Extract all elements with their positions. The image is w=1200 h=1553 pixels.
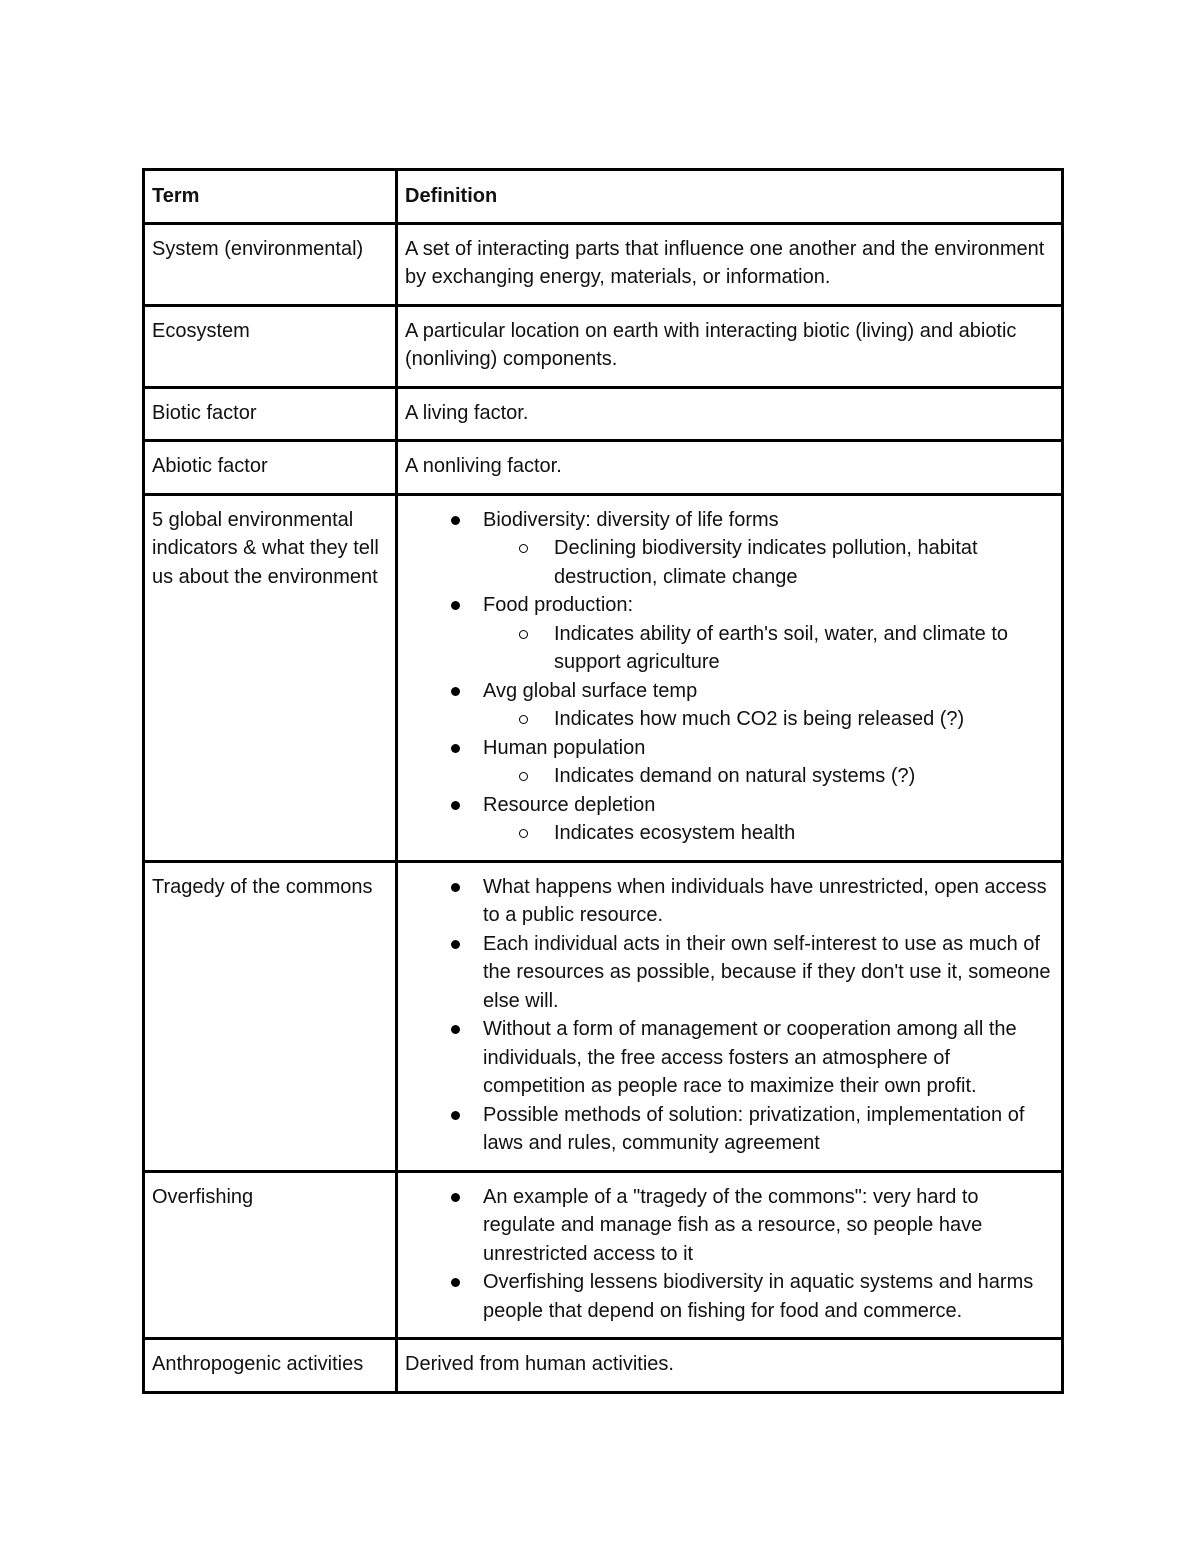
- glossary-table: [142, 168, 1064, 1394]
- sub-bullet-item: [554, 620, 1054, 677]
- bullet-list: [405, 873, 1054, 1158]
- sub-bullet-circle-icon: [519, 544, 528, 553]
- sub-bullet-item: [554, 819, 1054, 848]
- sub-bullet-list: [483, 705, 1054, 734]
- bullet-text: Food production:: [483, 594, 634, 616]
- bullet-text: Resource depletion: [483, 793, 656, 816]
- bullet-list: [405, 1183, 1054, 1326]
- term-text: Anthropogenic activities: [152, 1353, 364, 1375]
- bullet-text: Overfishing lessens biodiversity in aquatic systems and harms people that depend on fishing for food and commerce.: [483, 1271, 1034, 1322]
- definition-cell: [397, 223, 1063, 305]
- table-row: [144, 387, 1063, 441]
- definition-cell: [397, 441, 1063, 495]
- term-cell: [144, 1339, 397, 1393]
- term-cell: [144, 305, 397, 387]
- bullet-dot-icon: [451, 883, 460, 892]
- sub-bullet-circle-icon: [519, 772, 528, 781]
- term-cell: [144, 387, 397, 441]
- term-text: 5 global environmental indicators & what they tell us about the environment: [152, 508, 379, 588]
- table-header-row: [144, 170, 1063, 224]
- definition-cell: [397, 387, 1063, 441]
- bullet-dot-icon: [451, 744, 460, 753]
- table-row: [144, 1339, 1063, 1393]
- bullet-text: Biodiversity: diversity of life forms: [483, 508, 779, 531]
- definition-text: Derived from human activities.: [405, 1353, 674, 1375]
- term-text: Abiotic factor: [152, 455, 268, 477]
- bullet-item: [483, 791, 1054, 848]
- definition-cell: [397, 1171, 1063, 1339]
- sub-bullet-text: Declining biodiversity indicates pollution, habitat destruction, climate change: [554, 537, 978, 588]
- bullet-item: [483, 591, 1054, 677]
- bullet-item: [483, 506, 1054, 592]
- bullet-dot-icon: [451, 1278, 460, 1287]
- definition-cell: [397, 861, 1063, 1171]
- definition-text: A set of interacting parts that influence one another and the environment by exchanging energy, materials, or information.: [405, 237, 1045, 288]
- sub-bullet-text: Indicates ability of earth's soil, water, and climate to support agriculture: [554, 622, 1009, 673]
- term-text: Tragedy of the commons: [152, 875, 373, 898]
- sub-bullet-item: [554, 534, 1054, 591]
- bullet-text: Each individual acts in their own self-interest to use as much of the resources as possible, because if they don't use it, someone else will.: [483, 932, 1051, 1012]
- term-cell: [144, 1171, 397, 1339]
- bullet-text: Without a form of management or cooperation among all the individuals, the free access fosters an atmosphere of competition as people race to maximize their own profit.: [483, 1018, 1017, 1097]
- term-cell: [144, 494, 397, 861]
- bullet-item: [483, 677, 1054, 734]
- bullet-item: [483, 734, 1054, 791]
- bullet-text: What happens when individuals have unrestricted, open access to a public resource.: [483, 875, 1047, 926]
- bullet-item: [483, 1268, 1054, 1325]
- bullet-list: [405, 506, 1054, 848]
- sub-bullet-circle-icon: [519, 829, 528, 838]
- bullet-text: Possible methods of solution: privatization, implementation of laws and rules, community agreement: [483, 1103, 1025, 1154]
- term-cell: [144, 441, 397, 495]
- bullet-dot-icon: [451, 940, 460, 949]
- term-cell: [144, 861, 397, 1171]
- sub-bullet-item: [554, 705, 1054, 734]
- bullet-dot-icon: [451, 601, 460, 610]
- definition-column-header: Definition: [397, 170, 1063, 224]
- sub-bullet-list: [483, 534, 1054, 591]
- bullet-text: Avg global surface temp: [483, 679, 698, 702]
- sub-bullet-circle-icon: [519, 715, 528, 724]
- definition-text: A particular location on earth with interacting biotic (living) and abiotic (nonliving) components.: [405, 319, 1017, 370]
- bullet-dot-icon: [451, 516, 460, 525]
- sub-bullet-list: [483, 620, 1054, 677]
- table-body: [144, 223, 1063, 1392]
- table-row: [144, 441, 1063, 495]
- bullet-dot-icon: [451, 1111, 460, 1120]
- bullet-dot-icon: [451, 1025, 460, 1034]
- bullet-dot-icon: [451, 1193, 460, 1202]
- definition-cell: [397, 494, 1063, 861]
- sub-bullet-text: Indicates ecosystem health: [554, 822, 796, 844]
- table-row: [144, 861, 1063, 1171]
- definition-cell: [397, 1339, 1063, 1393]
- definition-text: A living factor.: [405, 401, 529, 424]
- term-cell: [144, 223, 397, 305]
- sub-bullet-circle-icon: [519, 630, 528, 639]
- bullet-dot-icon: [451, 801, 460, 810]
- bullet-text: An example of a "tragedy of the commons": very hard to regulate and manage fish as a resource, so people have unrestricted access to it: [483, 1185, 983, 1265]
- bullet-item: [483, 930, 1054, 1016]
- bullet-dot-icon: [451, 687, 460, 696]
- table-row: [144, 494, 1063, 861]
- table-row: [144, 305, 1063, 387]
- term-text: Ecosystem: [152, 319, 250, 342]
- term-column-header: Term: [144, 170, 397, 224]
- sub-bullet-list: [483, 819, 1054, 848]
- term-text: System (environmental): [152, 237, 364, 260]
- sub-bullet-text: Indicates how much CO2 is being released (?): [554, 708, 965, 730]
- table-row: [144, 1171, 1063, 1339]
- table-row: [144, 223, 1063, 305]
- definition-text: A nonliving factor.: [405, 455, 562, 477]
- bullet-item: [483, 1183, 1054, 1269]
- bullet-text: Human population: [483, 736, 646, 759]
- term-text: Overfishing: [152, 1185, 254, 1208]
- sub-bullet-text: Indicates demand on natural systems (?): [554, 765, 916, 787]
- definition-cell: [397, 305, 1063, 387]
- bullet-item: [483, 873, 1054, 930]
- sub-bullet-list: [483, 762, 1054, 791]
- sub-bullet-item: [554, 762, 1054, 791]
- term-text: Biotic factor: [152, 401, 257, 424]
- bullet-item: [483, 1015, 1054, 1101]
- bullet-item: [483, 1101, 1054, 1158]
